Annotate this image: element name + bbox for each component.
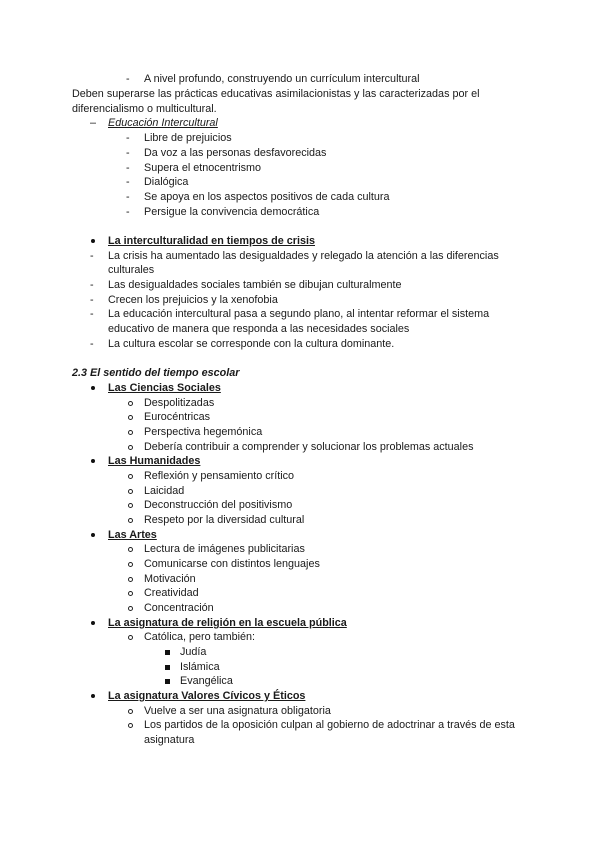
list-item: Da voz a las personas desfavorecidas: [144, 147, 327, 159]
list-item: Laicidad: [144, 485, 185, 497]
list-item: Reflexión y pensamiento crítico: [144, 470, 295, 482]
list-item: Evangélica: [180, 675, 233, 687]
bullet-circle: [128, 401, 133, 406]
dash-bullet: -: [90, 250, 94, 262]
bullet-dot: [91, 239, 95, 243]
paragraph-line: Deben superarse las prácticas educativas asimilacionistas y las caracterizadas por el: [72, 88, 480, 100]
bullet-dot: [91, 386, 95, 390]
list-item: Católica, pero también:: [144, 631, 256, 643]
dash-bullet: -: [126, 206, 130, 218]
bullet-circle: [128, 474, 133, 479]
bullet-circle: [128, 415, 133, 420]
list-item-continuation: asignatura: [144, 734, 195, 746]
bullet-square: [165, 665, 170, 670]
dash-bullet: -: [90, 279, 94, 291]
list-item: Judía: [180, 646, 207, 658]
bullet-circle: [128, 591, 133, 596]
list-item: Se apoya en los aspectos positivos de cada cultura: [144, 191, 390, 203]
bullet-circle: [128, 430, 133, 435]
list-item: Persigue la convivencia democrática: [144, 206, 320, 218]
dash-bullet: -: [126, 162, 130, 174]
bullet-circle: [128, 723, 133, 728]
list-item: Lectura de imágenes publicitarias: [144, 543, 305, 555]
heading-religion: La asignatura de religión en la escuela pública: [108, 617, 347, 629]
list-item: Los partidos de la oposición culpan al gobierno de adoctrinar a través de esta: [144, 719, 515, 731]
paragraph-line: diferencialismo o multicultural.: [72, 103, 217, 115]
list-item: Respeto por la diversidad cultural: [144, 514, 305, 526]
bullet-circle: [128, 577, 133, 582]
list-item: Perspectiva hegemónica: [144, 426, 263, 438]
dash-bullet: -: [90, 338, 94, 350]
list-item: La cultura escolar se corresponde con la cultura dominante.: [108, 338, 395, 350]
heading-artes: Las Artes: [108, 529, 157, 541]
dash-bullet: -: [126, 147, 130, 159]
list-item: Supera el etnocentrismo: [144, 162, 262, 174]
list-item: Comunicarse con distintos lenguajes: [144, 558, 320, 570]
list-item-continuation: culturales: [108, 264, 155, 276]
dash-bullet: -: [90, 294, 94, 306]
list-item: La crisis ha aumentado las desigualdades y relegado la atención a las diferencias: [108, 250, 499, 262]
bullet-circle: [128, 709, 133, 714]
bullet-dot: [91, 533, 95, 537]
list-item: Debería contribuir a comprender y solucionar los problemas actuales: [144, 441, 474, 453]
bullet-dot: [91, 459, 95, 463]
subheading-educacion-intercultural: Educación Intercultural: [108, 117, 218, 129]
bullet-dot: [91, 621, 95, 625]
dash-bullet: -: [126, 132, 130, 144]
heading-valores: La asignatura Valores Cívicos y Éticos: [108, 690, 306, 702]
dash-bullet: -: [90, 308, 94, 320]
section-heading: 2.3 El sentido del tiempo escolar: [72, 367, 240, 379]
bullet-circle: [128, 503, 133, 508]
bullet-circle: [128, 489, 133, 494]
heading-humanidades: Las Humanidades: [108, 455, 201, 467]
list-item: Vuelve a ser una asignatura obligatoria: [144, 705, 331, 717]
bullet-circle: [128, 518, 133, 523]
list-item-continuation: educativo de manera que responda a las necesidades sociales: [108, 323, 410, 335]
list-item: Deconstrucción del positivismo: [144, 499, 293, 511]
bullet-circle: [128, 606, 133, 611]
bullet-dot: [91, 694, 95, 698]
list-item: La educación intercultural pasa a segundo plano, al intentar reformar el sistema: [108, 308, 490, 320]
bullet-circle: [128, 445, 133, 450]
dash-bullet: -: [126, 73, 130, 85]
list-item: Dialógica: [144, 176, 189, 188]
list-item: Las desigualdades sociales también se dibujan culturalmente: [108, 279, 402, 291]
list-item: Despolitizadas: [144, 397, 215, 409]
list-item: Creatividad: [144, 587, 199, 599]
heading-interculturalidad-crisis: La interculturalidad en tiempos de crisis: [108, 235, 315, 247]
bullet-circle: [128, 635, 133, 640]
list-item: Eurocéntricas: [144, 411, 211, 423]
bullet-circle: [128, 547, 133, 552]
dash-bullet: -: [126, 176, 130, 188]
dash-bullet: –: [90, 117, 97, 129]
list-item: Libre de prejuicios: [144, 132, 232, 144]
list-item: Motivación: [144, 573, 196, 585]
heading-ciencias-sociales: Las Ciencias Sociales: [108, 382, 221, 394]
bullet-square: [165, 679, 170, 684]
list-item: Crecen los prejuicios y la xenofobia: [108, 294, 278, 306]
bullet-square: [165, 650, 170, 655]
list-item: Concentración: [144, 602, 214, 614]
dash-bullet: -: [126, 191, 130, 203]
bullet-circle: [128, 562, 133, 567]
list-item: Islámica: [180, 661, 220, 673]
list-item: A nivel profundo, construyendo un currículum intercultural: [144, 73, 420, 85]
